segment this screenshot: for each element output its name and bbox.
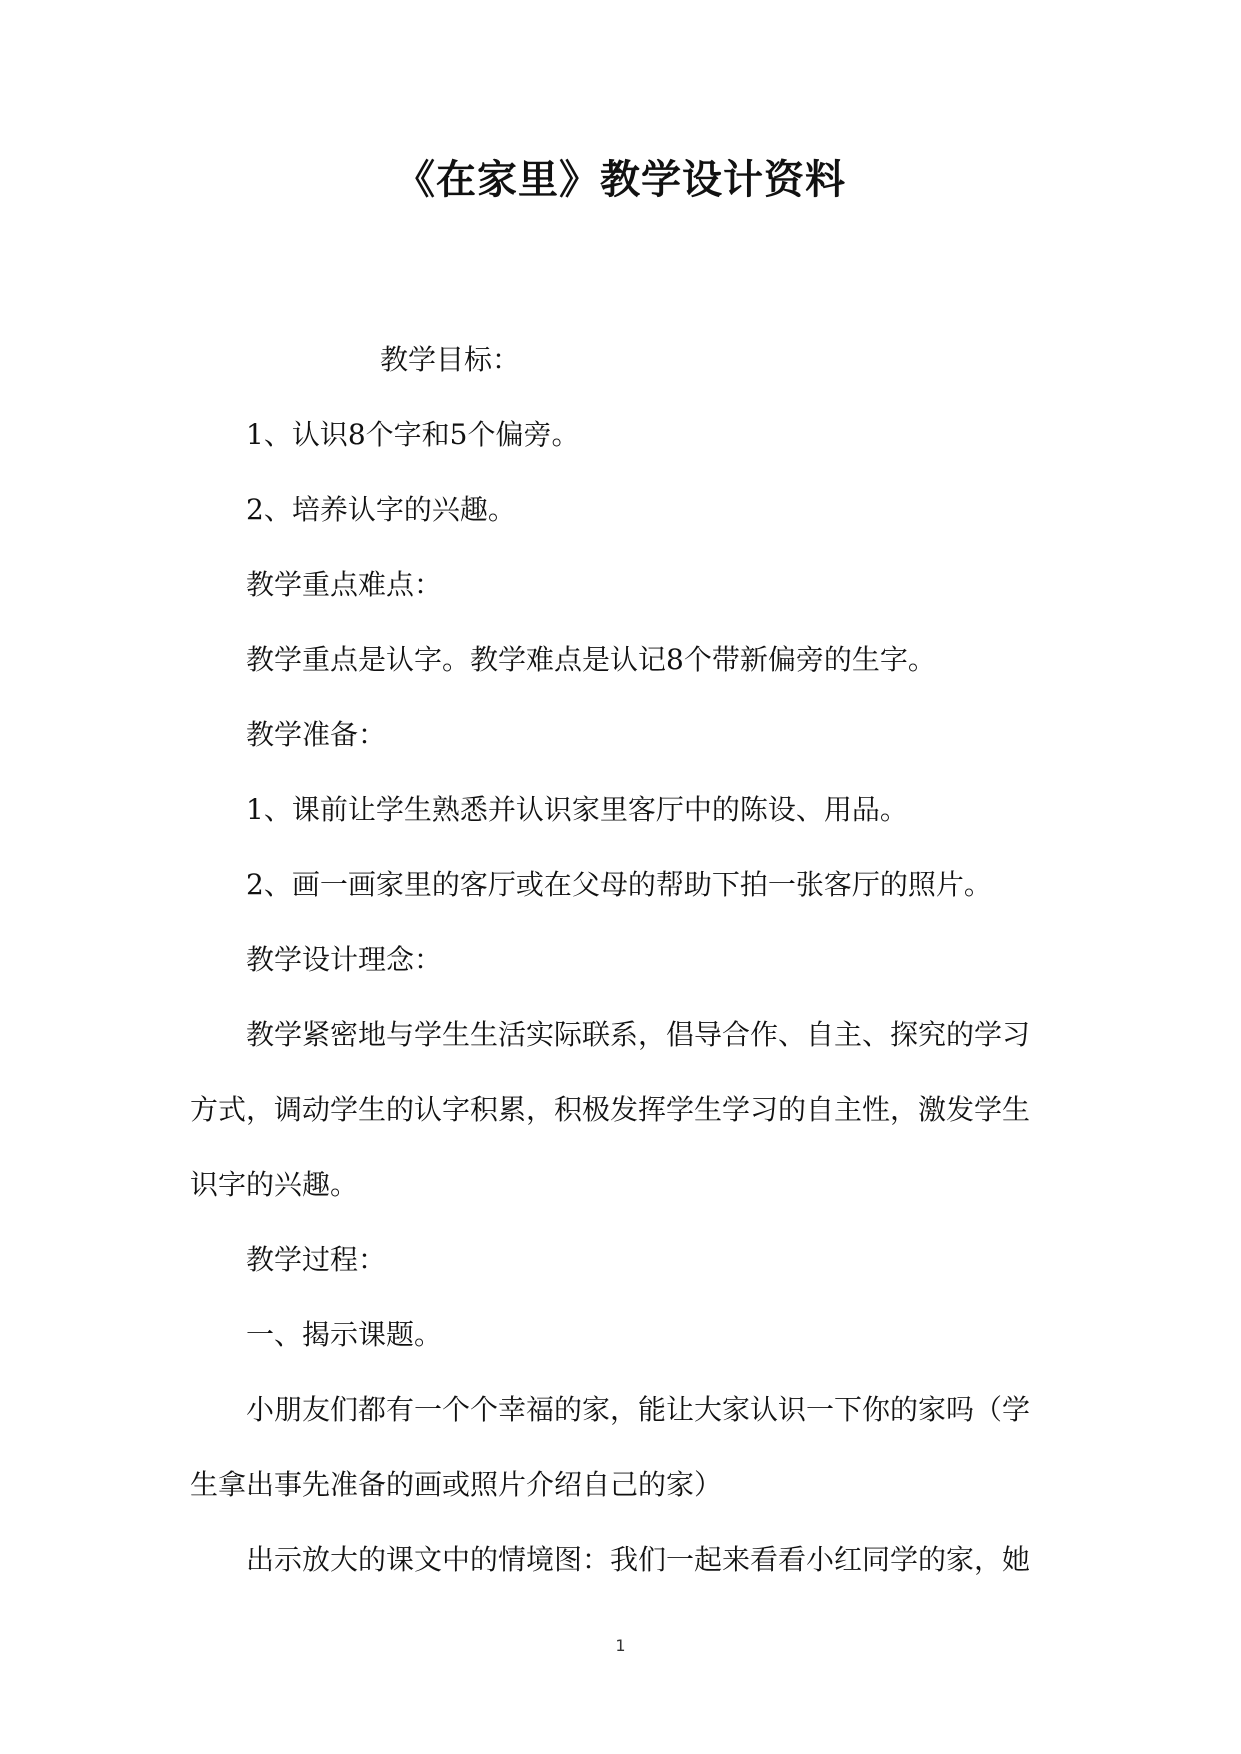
process-paragraph-2-line-1: 出示放大的课文中的情境图：我们一起来看看小红同学的家，她 [246, 1543, 1031, 1576]
heading-teaching-process: 教学过程： [246, 1243, 387, 1276]
design-concept-line-1: 教学紧密地与学生生活实际联系，倡导合作、自主、探究的学习 [246, 1018, 1031, 1051]
heading-teaching-objectives: 教学目标： [380, 343, 521, 376]
process-paragraph-1-line-1: 小朋友们都有一个个幸福的家，能让大家认识一下你的家吗（学 [246, 1393, 1031, 1426]
objective-1: 1、认识8个字和5个偏旁。 [246, 418, 580, 451]
design-concept-line-2: 方式，调动学生的认字积累，积极发挥学生学习的自主性，激发学生 [190, 1093, 1031, 1126]
design-concept-line-3: 识字的兴趣。 [190, 1168, 359, 1201]
heading-design-concept: 教学设计理念： [246, 943, 443, 976]
document-title: 《在家里》教学设计资料 [395, 157, 846, 203]
preparation-1: 1、课前让学生熟悉并认识家里客厅中的陈设、用品。 [246, 793, 908, 826]
heading-key-points: 教学重点难点： [246, 568, 443, 601]
process-paragraph-1-line-2: 生拿出事先准备的画或照片介绍自己的家） [190, 1468, 723, 1501]
heading-preparation: 教学准备： [246, 718, 387, 751]
process-step-1-heading: 一、揭示课题。 [246, 1318, 443, 1351]
page-number: 1 [615, 1636, 626, 1655]
key-points-text: 教学重点是认字。教学难点是认记8个带新偏旁的生字。 [246, 643, 936, 676]
objective-2: 2、培养认字的兴趣。 [246, 493, 516, 526]
preparation-2: 2、画一画家里的客厅或在父母的帮助下拍一张客厅的照片。 [246, 868, 992, 901]
